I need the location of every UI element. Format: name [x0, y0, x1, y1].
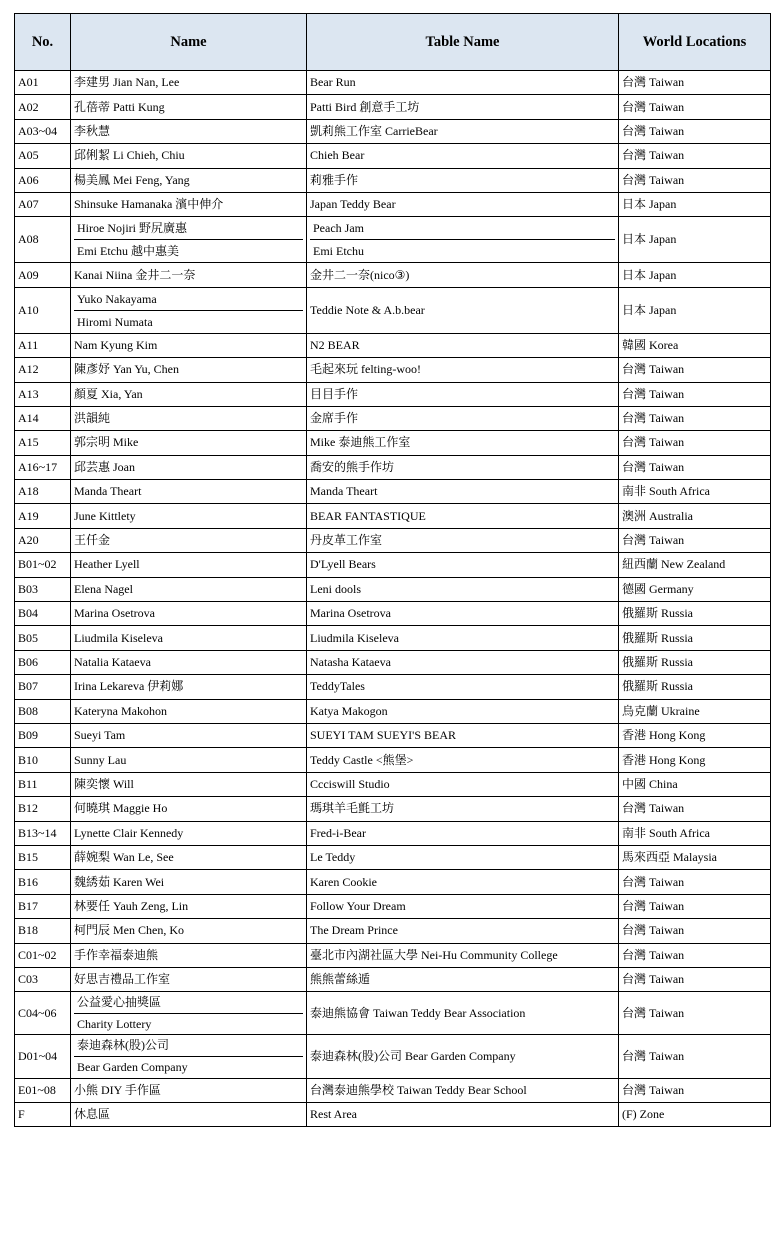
cell-no: B05	[15, 626, 71, 650]
header-no: No.	[15, 14, 71, 71]
cell-no: A06	[15, 168, 71, 192]
cell-name: 手作幸福泰迪熊	[71, 943, 307, 967]
cell-no: B08	[15, 699, 71, 723]
table-row	[15, 192, 771, 216]
cell-no: B13~14	[15, 821, 71, 845]
header-table-name: Table Name	[307, 14, 619, 71]
cell-name-line: Hiroe Nojiri 野尻廣惠	[77, 221, 187, 236]
cell-location: 紐西蘭 New Zealand	[619, 553, 771, 577]
cell-location: 俄羅斯 Russia	[619, 675, 771, 699]
exhibitor-table	[14, 13, 771, 1127]
cell-table-name: 臺北市內湖社區大學 Nei-Hu Community College	[307, 943, 619, 967]
cell-table-name: Fred-i-Bear	[307, 821, 619, 845]
cell-location: 日本 Japan	[619, 217, 771, 263]
cell-location: 台灣 Taiwan	[619, 358, 771, 382]
cell-table-name: Manda Theart	[307, 480, 619, 504]
table-row	[15, 504, 771, 528]
cell-name: 郭宗明 Mike	[71, 431, 307, 455]
cell-table-name: Katya Makogon	[307, 699, 619, 723]
cell-location: 香港 Hong Kong	[619, 748, 771, 772]
cell-location: 台灣 Taiwan	[619, 528, 771, 552]
cell-no: B09	[15, 723, 71, 747]
cell-location: 日本 Japan	[619, 263, 771, 287]
cell-table-name: Mike 泰迪熊工作室	[307, 431, 619, 455]
cell-name	[71, 287, 307, 333]
cell-no: C04~06	[15, 992, 71, 1035]
cell-location: 台灣 Taiwan	[619, 894, 771, 918]
cell-name	[71, 992, 307, 1035]
cell-location: (F) Zone	[619, 1103, 771, 1127]
table-row	[15, 919, 771, 943]
cell-no: A03~04	[15, 119, 71, 143]
cell-table-name: Liudmila Kiseleva	[307, 626, 619, 650]
table-row	[15, 602, 771, 626]
cell-table-name-line: Emi Etchu	[310, 239, 615, 262]
cell-location: 台灣 Taiwan	[619, 144, 771, 168]
cell-no: A20	[15, 528, 71, 552]
table-row	[15, 455, 771, 479]
cell-table-name: Leni dools	[307, 577, 619, 601]
cell-name: Elena Nagel	[71, 577, 307, 601]
cell-table-name: Rest Area	[307, 1103, 619, 1127]
cell-name: 林要任 Yauh Zeng, Lin	[71, 894, 307, 918]
table-row	[15, 870, 771, 894]
cell-location: 韓國 Korea	[619, 333, 771, 357]
cell-location: 香港 Hong Kong	[619, 723, 771, 747]
cell-no: A13	[15, 382, 71, 406]
table-row	[15, 650, 771, 674]
cell-location: 中國 China	[619, 772, 771, 796]
table-row	[15, 528, 771, 552]
cell-no: A05	[15, 144, 71, 168]
table-row	[15, 723, 771, 747]
cell-name: Shinsuke Hamanaka 濱中伸介	[71, 192, 307, 216]
table-row	[15, 943, 771, 967]
cell-no: A18	[15, 480, 71, 504]
cell-name: Manda Theart	[71, 480, 307, 504]
cell-name: 休息區	[71, 1103, 307, 1127]
cell-location: 烏克蘭 Ukraine	[619, 699, 771, 723]
cell-name: 陳彥妤 Yan Yu, Chen	[71, 358, 307, 382]
cell-location: 台灣 Taiwan	[619, 406, 771, 430]
table-row	[15, 95, 771, 119]
cell-name: 好思吉禮品工作室	[71, 967, 307, 991]
header-row	[15, 14, 771, 71]
table-row	[15, 699, 771, 723]
cell-location: 台灣 Taiwan	[619, 919, 771, 943]
cell-name: 王仟金	[71, 528, 307, 552]
table-row	[15, 1035, 771, 1078]
table-row	[15, 992, 771, 1035]
cell-table-name: 毛起來玩 felting-woo!	[307, 358, 619, 382]
cell-name-line: Yuko Nakayama	[77, 291, 157, 306]
cell-no: B15	[15, 845, 71, 869]
cell-table-name: 凱莉熊工作室 CarrieBear	[307, 119, 619, 143]
cell-name: 魏綉茹 Karen Wei	[71, 870, 307, 894]
cell-no: B16	[15, 870, 71, 894]
cell-name-line: Charity Lottery	[74, 1013, 303, 1035]
cell-name: Kanai Niina 金井二一奈	[71, 263, 307, 287]
cell-location: 台灣 Taiwan	[619, 431, 771, 455]
cell-no: A15	[15, 431, 71, 455]
cell-no: B11	[15, 772, 71, 796]
cell-table-name: 泰迪熊協會 Taiwan Teddy Bear Association	[307, 992, 619, 1035]
cell-table-name: Teddie Note & A.b.bear	[307, 287, 619, 333]
cell-name: 孔蓓蒂 Patti Kung	[71, 95, 307, 119]
cell-no: B01~02	[15, 553, 71, 577]
cell-name: Heather Lyell	[71, 553, 307, 577]
table-row	[15, 626, 771, 650]
cell-no: C03	[15, 967, 71, 991]
cell-name: Liudmila Kiseleva	[71, 626, 307, 650]
cell-table-name: 泰迪森林(股)公司 Bear Garden Company	[307, 1035, 619, 1078]
cell-table-name: Teddy Castle <熊堡>	[307, 748, 619, 772]
table-row	[15, 577, 771, 601]
cell-name: Sueyi Tam	[71, 723, 307, 747]
table-row	[15, 333, 771, 357]
cell-name: Sunny Lau	[71, 748, 307, 772]
cell-name-line: Bear Garden Company	[74, 1056, 303, 1078]
cell-table-name: 目目手作	[307, 382, 619, 406]
cell-table-name: Follow Your Dream	[307, 894, 619, 918]
cell-location: 台灣 Taiwan	[619, 1078, 771, 1102]
cell-location: 德國 Germany	[619, 577, 771, 601]
cell-name: Lynette Clair Kennedy	[71, 821, 307, 845]
cell-name: 楊美鳳 Mei Feng, Yang	[71, 168, 307, 192]
cell-name: Irina Lekareva 伊莉娜	[71, 675, 307, 699]
cell-table-name: 金席手作	[307, 406, 619, 430]
cell-table-name: Marina Osetrova	[307, 602, 619, 626]
cell-no: B06	[15, 650, 71, 674]
cell-name: 薛婉梨 Wan Le, See	[71, 845, 307, 869]
cell-location: 台灣 Taiwan	[619, 797, 771, 821]
cell-table-name: The Dream Prince	[307, 919, 619, 943]
table-row	[15, 71, 771, 95]
cell-no: B03	[15, 577, 71, 601]
table-row	[15, 144, 771, 168]
cell-location: 俄羅斯 Russia	[619, 602, 771, 626]
cell-table-name: 熊熊蕾絲遁	[307, 967, 619, 991]
cell-name-line: Emi Etchu 越中惠美	[74, 239, 303, 262]
cell-no: D01~04	[15, 1035, 71, 1078]
cell-location: 台灣 Taiwan	[619, 1035, 771, 1078]
table-row	[15, 287, 771, 333]
cell-name: Marina Osetrova	[71, 602, 307, 626]
cell-name: June Kittlety	[71, 504, 307, 528]
cell-location: 台灣 Taiwan	[619, 95, 771, 119]
cell-table-name: Chieh Bear	[307, 144, 619, 168]
table-row	[15, 797, 771, 821]
cell-name: 邱俐絜 Li Chieh, Chiu	[71, 144, 307, 168]
table-row	[15, 263, 771, 287]
cell-name: Kateryna Makohon	[71, 699, 307, 723]
table-row	[15, 1078, 771, 1102]
cell-no: B10	[15, 748, 71, 772]
cell-location: 台灣 Taiwan	[619, 455, 771, 479]
table-row	[15, 119, 771, 143]
cell-no: A09	[15, 263, 71, 287]
table-row	[15, 845, 771, 869]
cell-table-name: SUEYI TAM SUEYI'S BEAR	[307, 723, 619, 747]
cell-no: A19	[15, 504, 71, 528]
cell-no: A02	[15, 95, 71, 119]
cell-table-name: N2 BEAR	[307, 333, 619, 357]
cell-no: A14	[15, 406, 71, 430]
cell-table-name: Le Teddy	[307, 845, 619, 869]
cell-name-line: 泰迪森林(股)公司	[77, 1038, 169, 1053]
cell-table-name: 瑪琪羊毛氈工坊	[307, 797, 619, 821]
table-row	[15, 748, 771, 772]
cell-location: 南非 South Africa	[619, 821, 771, 845]
cell-no: F	[15, 1103, 71, 1127]
cell-location: 台灣 Taiwan	[619, 119, 771, 143]
table-row	[15, 967, 771, 991]
cell-table-name: 喬安的熊手作坊	[307, 455, 619, 479]
cell-table-name: Japan Teddy Bear	[307, 192, 619, 216]
cell-location: 台灣 Taiwan	[619, 943, 771, 967]
cell-location: 俄羅斯 Russia	[619, 650, 771, 674]
cell-name: 李建男 Jian Nan, Lee	[71, 71, 307, 95]
table-row	[15, 1103, 771, 1127]
cell-location: 台灣 Taiwan	[619, 870, 771, 894]
cell-name	[71, 217, 307, 263]
table-row	[15, 431, 771, 455]
cell-name: 陳奕懷 Will	[71, 772, 307, 796]
cell-no: A16~17	[15, 455, 71, 479]
cell-location: 日本 Japan	[619, 287, 771, 333]
cell-name	[71, 1035, 307, 1078]
table-row	[15, 675, 771, 699]
cell-location: 台灣 Taiwan	[619, 168, 771, 192]
cell-table-name: 丹皮革工作室	[307, 528, 619, 552]
cell-table-name: D'Lyell Bears	[307, 553, 619, 577]
table-row	[15, 772, 771, 796]
cell-no: B12	[15, 797, 71, 821]
table-row	[15, 168, 771, 192]
cell-no: A12	[15, 358, 71, 382]
cell-no: B04	[15, 602, 71, 626]
table-row	[15, 553, 771, 577]
cell-name: Nam Kyung Kim	[71, 333, 307, 357]
cell-table-name: BEAR FANTASTIQUE	[307, 504, 619, 528]
cell-no: A08	[15, 217, 71, 263]
table-row	[15, 406, 771, 430]
cell-table-name: 莉雅手作	[307, 168, 619, 192]
table-row	[15, 217, 771, 263]
cell-location: 台灣 Taiwan	[619, 382, 771, 406]
cell-name-line: 公益愛心抽獎區	[77, 995, 162, 1010]
cell-name: 柯門辰 Men Chen, Ko	[71, 919, 307, 943]
cell-no: A10	[15, 287, 71, 333]
cell-no: B18	[15, 919, 71, 943]
cell-table-name: Ccciswill Studio	[307, 772, 619, 796]
table-row	[15, 480, 771, 504]
cell-table-name: Patti Bird 創意手工坊	[307, 95, 619, 119]
cell-location: 俄羅斯 Russia	[619, 626, 771, 650]
cell-name-line: Hiromi Numata	[74, 310, 303, 333]
cell-no: A07	[15, 192, 71, 216]
table-row	[15, 382, 771, 406]
cell-table-name-line: Peach Jam	[313, 221, 364, 236]
cell-no: B17	[15, 894, 71, 918]
cell-location: 澳洲 Australia	[619, 504, 771, 528]
cell-table-name: 台灣泰迪熊學校 Taiwan Teddy Bear School	[307, 1078, 619, 1102]
cell-table-name: Natasha Kataeva	[307, 650, 619, 674]
cell-no: B07	[15, 675, 71, 699]
header-world-locations: World Locations	[619, 14, 771, 71]
cell-location: 馬來西亞 Malaysia	[619, 845, 771, 869]
cell-name: 邱芸惠 Joan	[71, 455, 307, 479]
cell-table-name: TeddyTales	[307, 675, 619, 699]
cell-name: 小熊 DIY 手作區	[71, 1078, 307, 1102]
cell-no: E01~08	[15, 1078, 71, 1102]
cell-table-name: Bear Run	[307, 71, 619, 95]
cell-location: 台灣 Taiwan	[619, 992, 771, 1035]
cell-name: 李秋慧	[71, 119, 307, 143]
table-row	[15, 358, 771, 382]
cell-location: 台灣 Taiwan	[619, 967, 771, 991]
cell-location: 台灣 Taiwan	[619, 71, 771, 95]
cell-no: C01~02	[15, 943, 71, 967]
cell-location: 南非 South Africa	[619, 480, 771, 504]
cell-table-name: Karen Cookie	[307, 870, 619, 894]
cell-no: A01	[15, 71, 71, 95]
table-row	[15, 894, 771, 918]
cell-name: 洪韻純	[71, 406, 307, 430]
cell-name: Natalia Kataeva	[71, 650, 307, 674]
cell-name: 顏夏 Xia, Yan	[71, 382, 307, 406]
cell-table-name: 金井二一奈(nico③)	[307, 263, 619, 287]
cell-location: 日本 Japan	[619, 192, 771, 216]
cell-table-name	[307, 217, 619, 263]
table-row	[15, 821, 771, 845]
header-name: Name	[71, 14, 307, 71]
cell-no: A11	[15, 333, 71, 357]
cell-name: 何曉琪 Maggie Ho	[71, 797, 307, 821]
